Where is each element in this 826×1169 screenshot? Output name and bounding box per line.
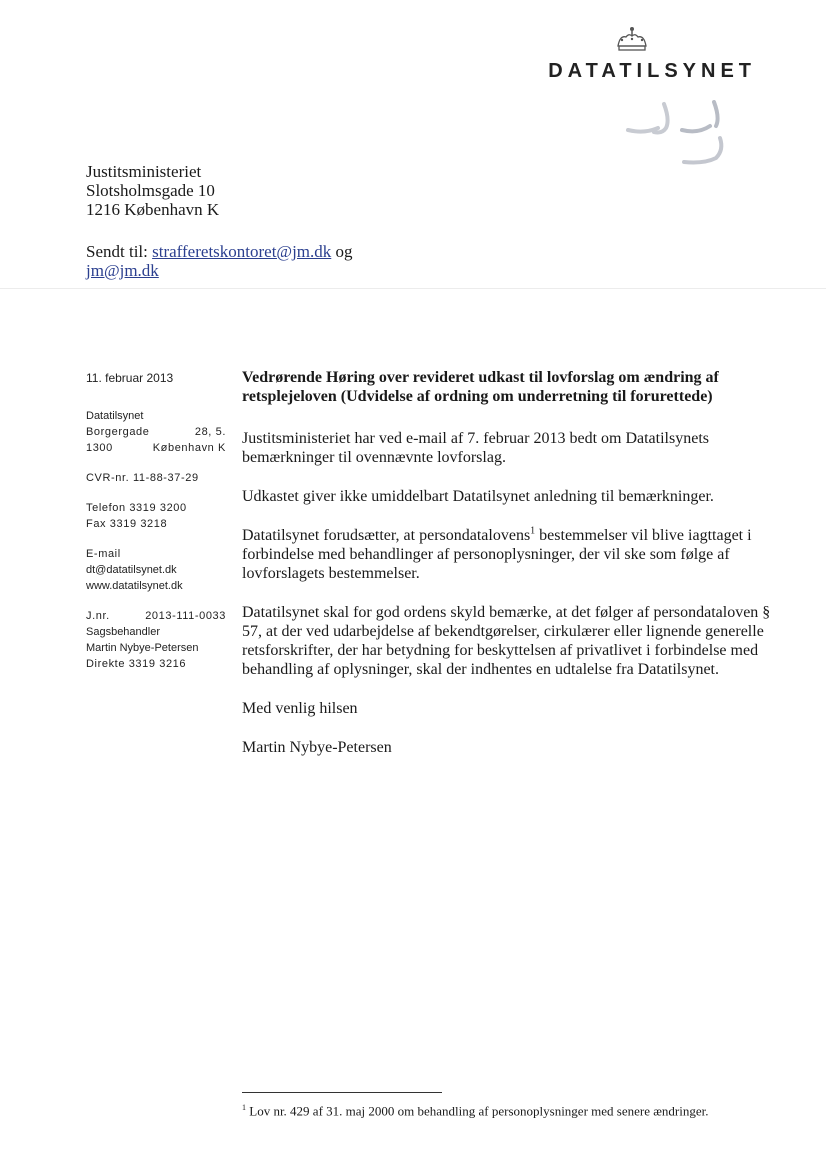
handler-label: Sagsbehandler (86, 626, 161, 638)
footnote (242, 1100, 782, 1119)
sender-street: Borgergade (86, 426, 150, 438)
sent-to-label: Sendt til: (86, 242, 153, 261)
sender-email[interactable]: dt@datatilsynet.dk (86, 564, 177, 576)
footnote-marker: 1 (242, 1103, 246, 1112)
email-link-strafferetskontoret[interactable]: strafferetskontoret@jm.dk (152, 242, 332, 261)
paragraph-4: Datatilsynet skal for god ordens skyld bemærke, at det følger af persondataloven § 57, at der ved udarbejdelse af bekendtgørelser, cirkulærer eller lignende generelle retsforskrifter, der har betydning for beskyttelsen af privatlivet i forbindelse med behandling af oplysninger, skal der indhentes en udtalelse fra Datatilsynet. (242, 604, 771, 678)
recipient-street: Slotsholmsgade 10 (86, 181, 215, 200)
paragraph-3-end: bestemmelser vil blive iagttaget i forbindelse med behandlinger af personoplysninger, der vil ske som følge af lovforslagets bestemmelser. (242, 527, 752, 582)
sent-to-connector: og (331, 242, 353, 261)
jnr-number: 2013-111-0033 (145, 610, 226, 622)
recipient-city: 1216 København K (86, 200, 220, 219)
paragraph-3-start: Datatilsynet forudsætter, at persondatalovens (242, 527, 531, 544)
sender-zip: 1300 (86, 442, 113, 454)
recipient-address (86, 162, 219, 219)
sender-org: Datatilsynet (86, 410, 144, 422)
sender-city: København K (152, 442, 226, 454)
closing: Med venlig hilsen (242, 700, 358, 717)
sender-cvr: CVR-nr. 11-88-37-29 (86, 472, 199, 484)
sender-street-number: 28, 5. (194, 426, 226, 438)
paragraph-3 (242, 526, 772, 583)
letter-body (242, 368, 772, 777)
handler-name: Martin Nybye-Petersen (86, 642, 199, 654)
datatilsynet-logo (526, 26, 756, 86)
watermark-swoosh-icon (624, 100, 734, 172)
direct-label: Direkte (86, 658, 126, 670)
letter-subject: Vedrørende Høring over revideret udkast til lovforslag om ændring af retsplejeloven (Udvidelse af ordning om underretning til forurettede) (242, 369, 719, 405)
fax-label: Fax (86, 518, 107, 530)
footnote-text: Lov nr. 429 af 31. maj 2000 om behandling af personoplysninger med senere ændringer. (246, 1103, 709, 1119)
sender-info-column (86, 370, 226, 686)
paragraph-1: Justitsministeriet har ved e-mail af 7. februar 2013 bedt om Datatilsynets bemærkninger til ovennævnte lovforslag. (242, 430, 709, 466)
fax-number: 3319 3218 (109, 518, 168, 530)
paragraph-2: Udkastet giver ikke umiddelbart Datatilsynet anledning til bemærkninger. (242, 488, 714, 505)
sent-to (86, 242, 353, 280)
crown-icon (612, 26, 652, 54)
sender-website[interactable]: www.datatilsynet.dk (86, 580, 183, 592)
recipient-name: Justitsministeriet (86, 162, 202, 181)
email-link-jm[interactable]: jm@jm.dk (86, 261, 159, 280)
phone-label: Telefon (86, 502, 126, 514)
jnr-label: J.nr. (86, 610, 110, 622)
phone-number: 3319 3200 (129, 502, 187, 514)
direct-number: 3319 3216 (128, 658, 187, 670)
email-label: E-mail (86, 548, 121, 560)
divider (0, 288, 826, 289)
brand-name: DATATILSYNET (548, 60, 756, 82)
signature: Martin Nybye-Petersen (242, 739, 392, 756)
footnote-ref: 1 (530, 525, 536, 537)
letter-date: 11. februar 2013 (86, 371, 174, 385)
footnote-divider (242, 1092, 442, 1093)
